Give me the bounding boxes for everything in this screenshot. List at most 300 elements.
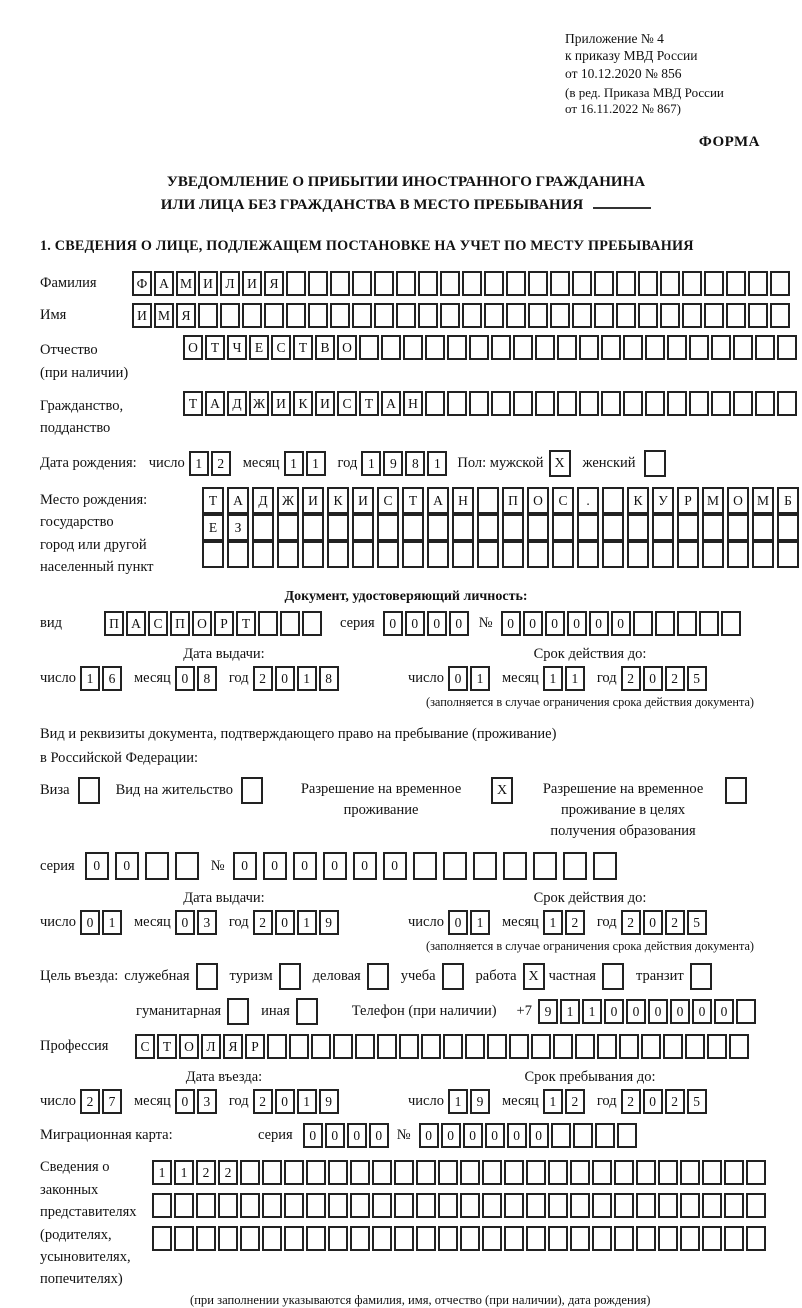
char-cell[interactable] (396, 303, 416, 328)
char-cell[interactable]: 0 (714, 999, 734, 1024)
char-cell[interactable]: Я (223, 1034, 243, 1059)
char-cell[interactable] (627, 514, 649, 541)
char-cell[interactable] (535, 335, 555, 360)
char-cell[interactable]: 2 (196, 1160, 216, 1185)
char-cell[interactable]: 2 (565, 910, 585, 935)
char-cell[interactable] (277, 514, 299, 541)
char-cell[interactable] (636, 1193, 656, 1218)
char-cell[interactable] (452, 541, 474, 568)
char-cell[interactable]: 0 (347, 1123, 367, 1148)
char-cell[interactable]: Л (220, 271, 240, 296)
char-cell[interactable] (746, 1226, 766, 1251)
char-cell[interactable] (602, 514, 624, 541)
char-cell[interactable] (573, 1123, 593, 1148)
char-cell[interactable]: Р (677, 487, 699, 514)
char-cell[interactable]: 0 (383, 852, 407, 880)
char-cell[interactable] (645, 391, 665, 416)
char-cell[interactable] (777, 541, 799, 568)
sex-male-checkbox[interactable]: X (549, 450, 571, 477)
char-cell[interactable]: Т (157, 1034, 177, 1059)
char-cell[interactable]: П (170, 611, 190, 636)
char-cell[interactable]: 3 (197, 910, 217, 935)
char-cell[interactable] (660, 303, 680, 328)
char-cell[interactable] (711, 391, 731, 416)
residence-permit-checkbox[interactable] (241, 777, 263, 804)
char-cell[interactable]: 9 (383, 451, 403, 476)
char-cell[interactable]: . (577, 487, 599, 514)
char-cell[interactable] (377, 541, 399, 568)
purpose-tourism-checkbox[interactable] (279, 963, 301, 990)
char-cell[interactable]: К (627, 487, 649, 514)
char-cell[interactable] (416, 1226, 436, 1251)
char-cell[interactable]: 0 (441, 1123, 461, 1148)
char-cell[interactable]: 0 (427, 611, 447, 636)
char-cell[interactable] (724, 1226, 744, 1251)
char-cell[interactable] (418, 271, 438, 296)
purpose-transit-checkbox[interactable] (690, 963, 712, 990)
char-cell[interactable] (174, 1193, 194, 1218)
char-cell[interactable] (755, 391, 775, 416)
char-cell[interactable]: 1 (361, 451, 381, 476)
char-cell[interactable]: С (271, 335, 291, 360)
char-cell[interactable] (502, 514, 524, 541)
char-cell[interactable] (425, 335, 445, 360)
char-cell[interactable] (557, 391, 577, 416)
char-cell[interactable] (614, 1226, 634, 1251)
char-cell[interactable] (308, 271, 328, 296)
char-cell[interactable] (727, 514, 749, 541)
char-cell[interactable] (663, 1034, 683, 1059)
char-cell[interactable] (733, 335, 753, 360)
char-cell[interactable] (284, 1160, 304, 1185)
char-cell[interactable]: М (154, 303, 174, 328)
char-cell[interactable] (746, 1193, 766, 1218)
char-cell[interactable] (328, 1226, 348, 1251)
char-cell[interactable] (196, 1226, 216, 1251)
char-cell[interactable] (427, 514, 449, 541)
char-cell[interactable] (577, 514, 599, 541)
char-cell[interactable]: 2 (621, 666, 641, 691)
char-cell[interactable] (284, 1226, 304, 1251)
char-cell[interactable] (152, 1193, 172, 1218)
char-cell[interactable] (704, 271, 724, 296)
char-cell[interactable]: Ж (249, 391, 269, 416)
char-cell[interactable]: И (315, 391, 335, 416)
char-cell[interactable] (502, 541, 524, 568)
char-cell[interactable] (469, 335, 489, 360)
purpose-study-checkbox[interactable] (442, 963, 464, 990)
char-cell[interactable]: 0 (175, 1089, 195, 1114)
char-cell[interactable] (652, 514, 674, 541)
char-cell[interactable]: Т (402, 487, 424, 514)
char-cell[interactable]: 3 (197, 1089, 217, 1114)
char-cell[interactable] (627, 541, 649, 568)
char-cell[interactable] (252, 514, 274, 541)
char-cell[interactable]: 9 (319, 910, 339, 935)
char-cell[interactable] (552, 541, 574, 568)
char-cell[interactable]: А (227, 487, 249, 514)
char-cell[interactable]: О (727, 487, 749, 514)
char-cell[interactable]: 1 (102, 910, 122, 935)
purpose-official-checkbox[interactable] (196, 963, 218, 990)
char-cell[interactable] (592, 1193, 612, 1218)
char-cell[interactable]: 0 (670, 999, 690, 1024)
char-cell[interactable]: Е (202, 514, 224, 541)
char-cell[interactable] (597, 1034, 617, 1059)
char-cell[interactable] (667, 391, 687, 416)
char-cell[interactable] (218, 1193, 238, 1218)
char-cell[interactable] (702, 541, 724, 568)
char-cell[interactable]: 1 (470, 666, 490, 691)
char-cell[interactable] (727, 541, 749, 568)
char-cell[interactable] (614, 1160, 634, 1185)
char-cell[interactable]: О (179, 1034, 199, 1059)
char-cell[interactable] (403, 335, 423, 360)
char-cell[interactable] (755, 335, 775, 360)
char-cell[interactable] (702, 1160, 722, 1185)
char-cell[interactable] (658, 1193, 678, 1218)
char-cell[interactable] (258, 611, 278, 636)
char-cell[interactable]: Я (176, 303, 196, 328)
char-cell[interactable] (677, 611, 697, 636)
char-cell[interactable] (440, 271, 460, 296)
char-cell[interactable] (660, 271, 680, 296)
char-cell[interactable]: 2 (211, 451, 231, 476)
char-cell[interactable] (503, 852, 527, 880)
char-cell[interactable] (506, 271, 526, 296)
char-cell[interactable] (396, 271, 416, 296)
char-cell[interactable] (416, 1160, 436, 1185)
char-cell[interactable]: К (327, 487, 349, 514)
char-cell[interactable]: А (427, 487, 449, 514)
char-cell[interactable]: 0 (626, 999, 646, 1024)
char-cell[interactable]: Ч (227, 335, 247, 360)
char-cell[interactable]: И (132, 303, 152, 328)
char-cell[interactable] (680, 1193, 700, 1218)
char-cell[interactable]: О (337, 335, 357, 360)
char-cell[interactable]: К (293, 391, 313, 416)
char-cell[interactable] (242, 303, 262, 328)
char-cell[interactable] (667, 335, 687, 360)
char-cell[interactable]: 0 (692, 999, 712, 1024)
char-cell[interactable] (770, 303, 790, 328)
char-cell[interactable]: О (192, 611, 212, 636)
char-cell[interactable]: Р (245, 1034, 265, 1059)
char-cell[interactable] (721, 611, 741, 636)
char-cell[interactable] (689, 391, 709, 416)
char-cell[interactable] (350, 1226, 370, 1251)
char-cell[interactable] (777, 391, 797, 416)
char-cell[interactable] (551, 1123, 571, 1148)
char-cell[interactable] (482, 1160, 502, 1185)
char-cell[interactable] (638, 271, 658, 296)
char-cell[interactable]: З (227, 514, 249, 541)
char-cell[interactable] (526, 1193, 546, 1218)
char-cell[interactable] (198, 303, 218, 328)
char-cell[interactable] (685, 1034, 705, 1059)
char-cell[interactable]: А (126, 611, 146, 636)
char-cell[interactable] (770, 271, 790, 296)
char-cell[interactable] (352, 514, 374, 541)
char-cell[interactable] (443, 852, 467, 880)
char-cell[interactable] (262, 1193, 282, 1218)
char-cell[interactable] (152, 1226, 172, 1251)
char-cell[interactable] (302, 611, 322, 636)
char-cell[interactable] (308, 303, 328, 328)
char-cell[interactable] (548, 1160, 568, 1185)
char-cell[interactable] (402, 514, 424, 541)
char-cell[interactable]: 1 (174, 1160, 194, 1185)
char-cell[interactable]: 1 (448, 1089, 468, 1114)
char-cell[interactable] (504, 1193, 524, 1218)
char-cell[interactable] (286, 271, 306, 296)
char-cell[interactable]: 0 (523, 611, 543, 636)
char-cell[interactable] (240, 1226, 260, 1251)
char-cell[interactable]: 0 (275, 1089, 295, 1114)
char-cell[interactable]: 1 (427, 451, 447, 476)
char-cell[interactable]: С (148, 611, 168, 636)
char-cell[interactable]: Н (452, 487, 474, 514)
char-cell[interactable] (438, 1226, 458, 1251)
char-cell[interactable] (447, 335, 467, 360)
char-cell[interactable]: 1 (560, 999, 580, 1024)
char-cell[interactable]: 0 (293, 852, 317, 880)
char-cell[interactable]: И (271, 391, 291, 416)
char-cell[interactable] (595, 1123, 615, 1148)
char-cell[interactable]: И (198, 271, 218, 296)
char-cell[interactable]: 1 (297, 666, 317, 691)
char-cell[interactable] (252, 541, 274, 568)
char-cell[interactable] (617, 1123, 637, 1148)
char-cell[interactable]: 0 (323, 852, 347, 880)
char-cell[interactable] (477, 487, 499, 514)
char-cell[interactable] (550, 271, 570, 296)
char-cell[interactable]: М (702, 487, 724, 514)
char-cell[interactable]: 2 (621, 1089, 641, 1114)
char-cell[interactable] (421, 1034, 441, 1059)
char-cell[interactable]: 1 (543, 666, 563, 691)
char-cell[interactable] (677, 541, 699, 568)
char-cell[interactable] (641, 1034, 661, 1059)
char-cell[interactable]: 1 (152, 1160, 172, 1185)
char-cell[interactable] (682, 271, 702, 296)
char-cell[interactable]: Я (264, 271, 284, 296)
char-cell[interactable]: Е (249, 335, 269, 360)
char-cell[interactable]: 0 (545, 611, 565, 636)
char-cell[interactable] (218, 1226, 238, 1251)
char-cell[interactable] (280, 611, 300, 636)
char-cell[interactable] (533, 852, 557, 880)
char-cell[interactable] (677, 514, 699, 541)
char-cell[interactable] (633, 611, 653, 636)
char-cell[interactable]: 2 (80, 1089, 100, 1114)
char-cell[interactable]: 0 (405, 611, 425, 636)
sex-female-checkbox[interactable] (644, 450, 666, 477)
char-cell[interactable]: 0 (369, 1123, 389, 1148)
char-cell[interactable] (777, 514, 799, 541)
char-cell[interactable]: А (205, 391, 225, 416)
temp-residence-checkbox[interactable]: X (491, 777, 513, 804)
char-cell[interactable] (440, 303, 460, 328)
char-cell[interactable]: 2 (253, 1089, 273, 1114)
char-cell[interactable]: 1 (582, 999, 602, 1024)
char-cell[interactable] (601, 391, 621, 416)
char-cell[interactable] (636, 1226, 656, 1251)
char-cell[interactable] (328, 1193, 348, 1218)
char-cell[interactable] (460, 1226, 480, 1251)
char-cell[interactable]: 2 (218, 1160, 238, 1185)
char-cell[interactable] (469, 391, 489, 416)
char-cell[interactable] (372, 1160, 392, 1185)
char-cell[interactable]: 0 (419, 1123, 439, 1148)
char-cell[interactable] (240, 1193, 260, 1218)
char-cell[interactable] (477, 514, 499, 541)
char-cell[interactable] (616, 271, 636, 296)
char-cell[interactable] (377, 1034, 397, 1059)
char-cell[interactable] (746, 1160, 766, 1185)
char-cell[interactable] (264, 303, 284, 328)
char-cell[interactable]: 1 (565, 666, 585, 691)
char-cell[interactable]: В (315, 335, 335, 360)
char-cell[interactable]: А (154, 271, 174, 296)
char-cell[interactable] (682, 303, 702, 328)
char-cell[interactable] (655, 611, 675, 636)
char-cell[interactable] (616, 303, 636, 328)
char-cell[interactable]: 0 (648, 999, 668, 1024)
char-cell[interactable] (394, 1226, 414, 1251)
char-cell[interactable]: 0 (567, 611, 587, 636)
char-cell[interactable] (602, 541, 624, 568)
char-cell[interactable]: 0 (303, 1123, 323, 1148)
char-cell[interactable] (372, 1226, 392, 1251)
char-cell[interactable]: Ж (277, 487, 299, 514)
char-cell[interactable] (528, 303, 548, 328)
char-cell[interactable] (413, 852, 437, 880)
char-cell[interactable]: 2 (565, 1089, 585, 1114)
char-cell[interactable] (680, 1160, 700, 1185)
purpose-other-checkbox[interactable] (296, 998, 318, 1025)
char-cell[interactable] (504, 1226, 524, 1251)
char-cell[interactable] (658, 1160, 678, 1185)
char-cell[interactable] (777, 335, 797, 360)
char-cell[interactable] (482, 1226, 502, 1251)
char-cell[interactable]: 1 (306, 451, 326, 476)
char-cell[interactable]: 0 (463, 1123, 483, 1148)
char-cell[interactable] (535, 391, 555, 416)
char-cell[interactable]: 2 (665, 1089, 685, 1114)
char-cell[interactable]: 0 (501, 611, 521, 636)
char-cell[interactable] (381, 335, 401, 360)
char-cell[interactable] (736, 999, 756, 1024)
char-cell[interactable]: 0 (643, 1089, 663, 1114)
char-cell[interactable]: Д (252, 487, 274, 514)
char-cell[interactable] (262, 1226, 282, 1251)
char-cell[interactable] (752, 541, 774, 568)
char-cell[interactable] (614, 1193, 634, 1218)
char-cell[interactable] (352, 303, 372, 328)
char-cell[interactable] (752, 514, 774, 541)
char-cell[interactable] (447, 391, 467, 416)
char-cell[interactable] (438, 1193, 458, 1218)
char-cell[interactable]: С (552, 487, 574, 514)
char-cell[interactable]: 0 (611, 611, 631, 636)
char-cell[interactable] (452, 514, 474, 541)
char-cell[interactable]: 0 (115, 852, 139, 880)
char-cell[interactable] (748, 303, 768, 328)
char-cell[interactable] (526, 1226, 546, 1251)
char-cell[interactable] (416, 1193, 436, 1218)
char-cell[interactable]: 0 (589, 611, 609, 636)
char-cell[interactable]: 2 (253, 910, 273, 935)
char-cell[interactable] (699, 611, 719, 636)
char-cell[interactable]: 2 (621, 910, 641, 935)
char-cell[interactable]: 1 (284, 451, 304, 476)
char-cell[interactable] (733, 391, 753, 416)
char-cell[interactable] (328, 1160, 348, 1185)
char-cell[interactable] (462, 271, 482, 296)
char-cell[interactable] (711, 335, 731, 360)
char-cell[interactable] (399, 1034, 419, 1059)
char-cell[interactable] (487, 1034, 507, 1059)
char-cell[interactable]: 8 (197, 666, 217, 691)
char-cell[interactable] (570, 1160, 590, 1185)
char-cell[interactable] (563, 852, 587, 880)
char-cell[interactable] (491, 335, 511, 360)
char-cell[interactable]: 9 (470, 1089, 490, 1114)
char-cell[interactable] (289, 1034, 309, 1059)
char-cell[interactable] (227, 541, 249, 568)
char-cell[interactable] (726, 303, 746, 328)
char-cell[interactable]: 5 (687, 1089, 707, 1114)
char-cell[interactable] (638, 303, 658, 328)
char-cell[interactable]: Т (293, 335, 313, 360)
char-cell[interactable] (327, 514, 349, 541)
char-cell[interactable] (506, 303, 526, 328)
char-cell[interactable]: 0 (175, 666, 195, 691)
char-cell[interactable] (418, 303, 438, 328)
char-cell[interactable] (619, 1034, 639, 1059)
char-cell[interactable]: А (381, 391, 401, 416)
char-cell[interactable]: Н (403, 391, 423, 416)
char-cell[interactable]: И (352, 487, 374, 514)
char-cell[interactable] (350, 1160, 370, 1185)
char-cell[interactable]: 0 (383, 611, 403, 636)
char-cell[interactable] (277, 541, 299, 568)
char-cell[interactable] (460, 1193, 480, 1218)
char-cell[interactable] (548, 1226, 568, 1251)
char-cell[interactable]: 8 (405, 451, 425, 476)
char-cell[interactable] (462, 303, 482, 328)
char-cell[interactable] (330, 271, 350, 296)
char-cell[interactable] (484, 271, 504, 296)
char-cell[interactable]: 1 (543, 910, 563, 935)
char-cell[interactable]: 0 (448, 666, 468, 691)
char-cell[interactable] (311, 1034, 331, 1059)
char-cell[interactable] (724, 1193, 744, 1218)
char-cell[interactable] (572, 303, 592, 328)
char-cell[interactable] (302, 541, 324, 568)
char-cell[interactable] (504, 1160, 524, 1185)
char-cell[interactable] (724, 1160, 744, 1185)
char-cell[interactable] (465, 1034, 485, 1059)
char-cell[interactable] (220, 303, 240, 328)
char-cell[interactable] (707, 1034, 727, 1059)
purpose-business-checkbox[interactable] (367, 963, 389, 990)
char-cell[interactable] (372, 1193, 392, 1218)
char-cell[interactable] (374, 271, 394, 296)
char-cell[interactable] (425, 391, 445, 416)
char-cell[interactable] (726, 271, 746, 296)
